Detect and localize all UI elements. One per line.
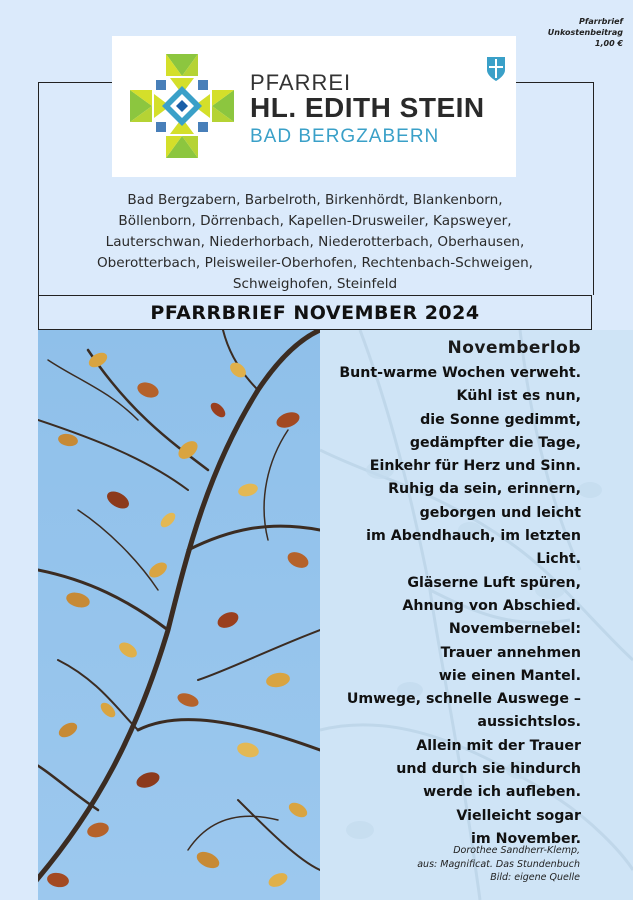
place-line: Bad Bergzabern, Barbelroth, Birkenhördt, Blankenborn, bbox=[127, 192, 503, 208]
poem-line: und durch sie hindurch bbox=[396, 761, 581, 778]
poem-line: die Sonne gedimmt, bbox=[420, 411, 581, 428]
poem bbox=[281, 338, 581, 851]
logo-text-town: BAD BERGZABERN bbox=[250, 126, 440, 147]
poem-line: gedämpfter die Tage, bbox=[409, 434, 581, 451]
shield-icon bbox=[486, 56, 506, 82]
place-line: Oberotterbach, Pleisweiler-Oberhofen, Rechtenbach-Schweigen, bbox=[96, 255, 534, 271]
poem-line: im Abendhauch, im letzten bbox=[366, 528, 581, 545]
poem-line: geborgen und leicht bbox=[419, 504, 581, 521]
price-note-line: 1,00 € bbox=[594, 39, 623, 48]
logo-text-name: HL. EDITH STEIN bbox=[250, 92, 485, 123]
place-line: Böllenborn, Dörrenbach, Kapellen-Drusweiler, Kapsweyer, bbox=[118, 213, 512, 229]
parish-logo bbox=[112, 36, 516, 177]
price-note bbox=[548, 16, 623, 49]
poem-credit bbox=[417, 844, 580, 885]
poem-line: wie einen Mantel. bbox=[438, 667, 581, 684]
poem-title: Novemberlob bbox=[447, 338, 581, 358]
poem-line: Bunt-warme Wochen verweht. bbox=[339, 365, 581, 381]
poem-line: Einkehr für Herz und Sinn. bbox=[369, 458, 581, 475]
poem-line: Allein mit der Trauer bbox=[416, 737, 581, 754]
credit-line: aus: Magnificat. Das Stundenbuch bbox=[417, 858, 580, 870]
place-line: Lauterschwan, Niederhorbach, Niederotterbach, Oberhausen, bbox=[105, 234, 525, 250]
poem-line: Umwege, schnelle Auswege – bbox=[346, 691, 581, 708]
poem-line: Kühl ist es nun, bbox=[456, 388, 581, 405]
place-line: Schweighofen, Steinfeld bbox=[232, 276, 398, 292]
poem-line: Trauer annehmen bbox=[440, 644, 581, 661]
poem-line: Vielleicht sogar bbox=[456, 807, 581, 824]
place-list bbox=[40, 190, 590, 295]
poem-line: Ahnung von Abschied. bbox=[402, 597, 581, 614]
poem-line: Ruhig da sein, erinnern, bbox=[388, 481, 581, 498]
newsletter-title: PFARRBRIEF NOVEMBER 2024 bbox=[38, 295, 592, 330]
poem-line: aussichtslos. bbox=[477, 714, 581, 731]
credit-line: Bild: eigene Quelle bbox=[490, 872, 580, 883]
credit-line: Dorothee Sandherr-Klemp, bbox=[453, 845, 580, 856]
poem-line: Gläserne Luft spüren, bbox=[407, 574, 581, 591]
cross-logo-icon bbox=[126, 50, 238, 162]
poem-line: Novembernebel: bbox=[448, 621, 581, 638]
poem-line: Licht. bbox=[536, 551, 581, 568]
autumn-branches-photo bbox=[38, 330, 320, 900]
logo-text-pfarrei: PFARREI bbox=[250, 70, 352, 95]
price-note-line: Unkostenbeitrag bbox=[547, 28, 623, 37]
poem-line: werde ich aufleben. bbox=[423, 784, 581, 801]
poem-lines bbox=[281, 362, 581, 851]
poem-line: im November. bbox=[471, 830, 581, 847]
price-note-line: Pfarrbrief bbox=[579, 17, 623, 26]
